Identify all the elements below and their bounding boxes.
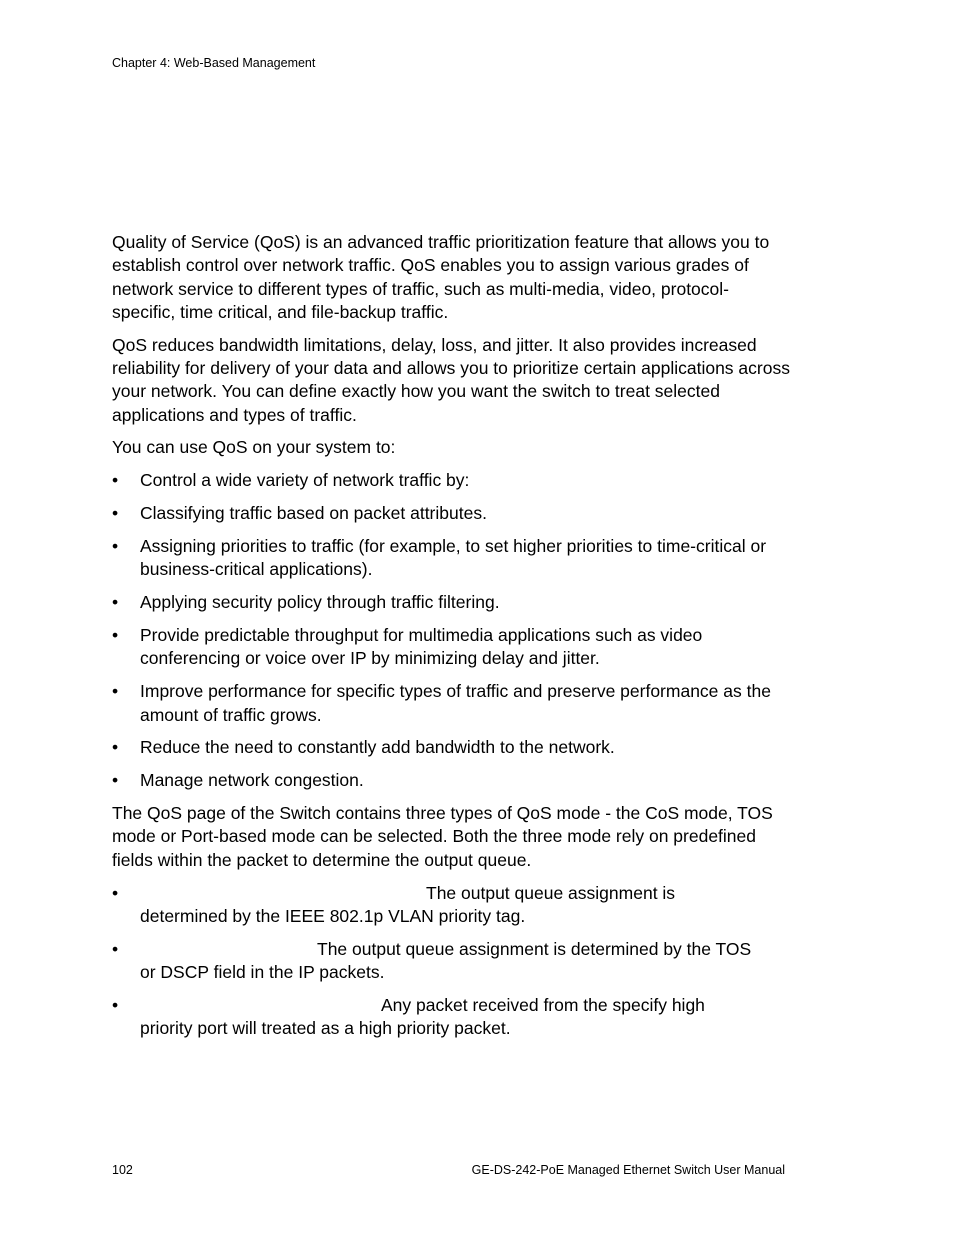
mode-description-rest: or DSCP field in the IP packets. <box>140 962 385 983</box>
list-item: • Manage network congestion. <box>112 769 792 792</box>
list-item: • Reduce the need to constantly add bandwidth to the network. <box>112 736 792 759</box>
mode-description-first: Any packet received from the specify high <box>381 994 705 1015</box>
list-item: • Applying security policy through traffic filtering. <box>112 591 792 614</box>
running-header: Chapter 4: Web-Based Management <box>112 56 316 70</box>
mode-description-rest: determined by the IEEE 802.1p VLAN priority tag. <box>140 905 526 926</box>
uses-list <box>112 469 792 792</box>
mode-item-tos <box>112 938 792 985</box>
modes-paragraph: The QoS page of the Switch contains three types of QoS mode - the CoS mode, TOS mode or Port-based mode can be selected. Both the three mode rely on predefined fields within the packet to determine the output queue. <box>112 803 773 870</box>
list-item: • Improve performance for specific types of traffic and preserve performance as the amount of traffic grows. <box>112 680 792 727</box>
list-item: • Classifying traffic based on packet attributes. <box>112 502 792 525</box>
mode-item-port <box>112 994 792 1041</box>
page-body <box>112 231 792 1050</box>
mode-item-cos <box>112 882 792 929</box>
manual-title: GE-DS-242-PoE Managed Ethernet Switch User Manual <box>471 1163 785 1177</box>
benefits-paragraph: QoS reduces bandwidth limitations, delay, loss, and jitter. It also provides increased reliability for delivery of your data and allows you to prioritize certain applications across your network. You can define exactly how you want the switch to treat selected applications and types of traffic. <box>112 334 790 425</box>
mode-description-rest: priority port will treated as a high priority packet. <box>140 1018 511 1039</box>
modes-list <box>112 882 792 1041</box>
page-number: 102 <box>112 1163 133 1177</box>
list-item: • Control a wide variety of network traffic by: <box>112 469 792 492</box>
intro-paragraph: Quality of Service (QoS) is an advanced traffic prioritization feature that allows you to establish control over network traffic. QoS enables you to assign various grades of network service to different types of traffic, such as multi-media, video, protocol-specific, time critical, and file-backup traffic. <box>112 232 770 322</box>
list-item: • Provide predictable throughput for multimedia applications such as video conferencing or voice over IP by minimizing delay and jitter. <box>112 624 792 671</box>
list-item: • Assigning priorities to traffic (for example, to set higher priorities to time-critical or business-critical applications). <box>112 535 792 582</box>
mode-description-first: The output queue assignment is <box>426 882 676 903</box>
uses-intro: You can use QoS on your system to: <box>112 437 396 458</box>
mode-description-first: The output queue assignment is determined by the TOS <box>317 938 752 959</box>
